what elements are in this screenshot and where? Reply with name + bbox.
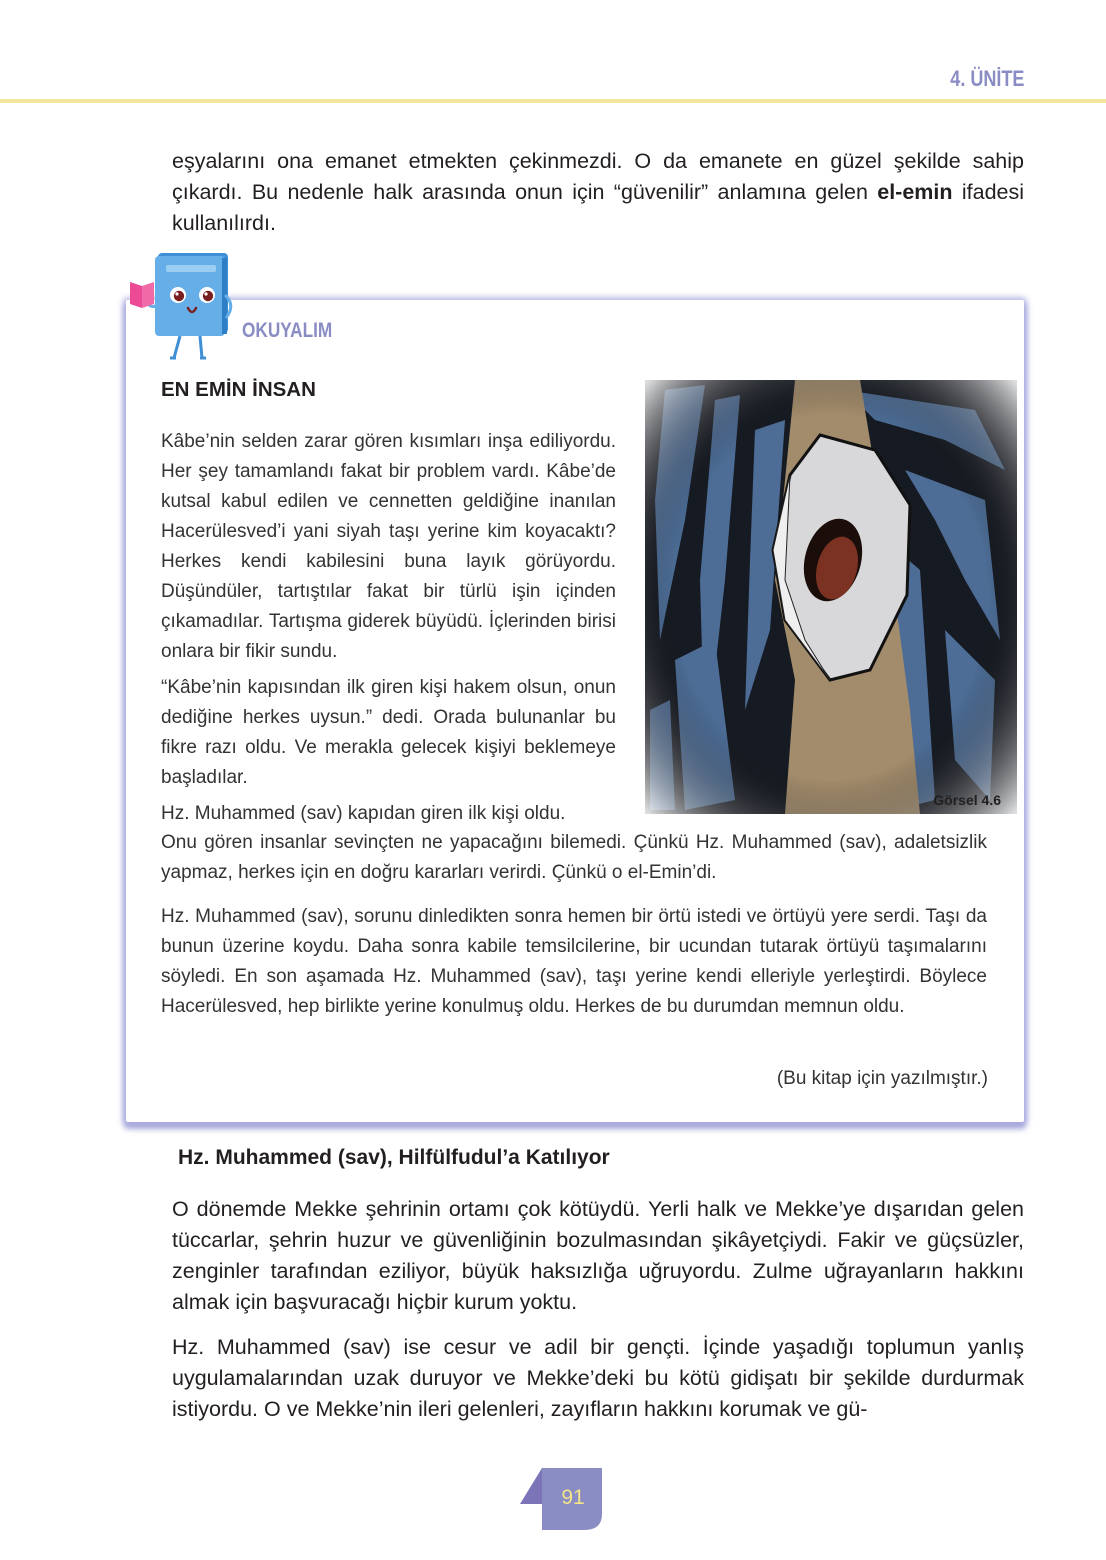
section-body: [172, 1194, 1024, 1439]
unit-label: 4. ÜNİTE: [949, 66, 1024, 91]
book-mascot-icon: [128, 250, 238, 362]
intro-text-after: ifadesi kullanılırdı.: [172, 180, 1025, 235]
story-column-text: [161, 427, 616, 835]
page-number: 91: [561, 1486, 585, 1509]
story-paragraph: Kâbe’nin selden zarar gören kısımları inşa ediliyordu. Her şey tamamlandı fakat bir problem vardı. Kâbe’de kutsal kabul edilen ve cennetten geldiğine inanılan Hacerülesved’i yani siyah taşı yerine kim koyacaktı? Herkes kendi kabilesini buna layık görüyordu. Düşündüler, tartıştılar fakat bir türlü işin içinden çıkamadılar. Tartışma giderek büyüdü. İçlerinden birisi onlara bir fikir sundu.: [161, 431, 616, 662]
section-heading: Hz. Muhammed (sav), Hilfülfudul’a Katılıyor: [178, 1146, 610, 1169]
story-source-note: (Bu kitap için yazılmıştır.): [776, 1068, 988, 1089]
story-title: EN EMİN İNSAN: [161, 378, 316, 401]
body-paragraph: Hz. Muhammed (sav) ise cesur ve adil bir gençti. İçinde yaşadığı toplumun yanlış uygulamalarından uzak duruyor ve Mekke’deki bu kötü gidişatı bir şekilde durdurmak istiyordu. O ve Mekke’nin ileri gelenleri, zayıfların hakkını korumak ve gü-: [172, 1335, 1024, 1421]
intro-paragraph: [172, 146, 1024, 239]
header-rule: [0, 99, 1106, 103]
story-paragraph: Onu gören insanlar sevinçten ne yapacağını bilemedi. Çünkü Hz. Muhammed (sav), adaletsizlik yapmaz, herkes için en doğru kararları verirdi. Çünkü o el-Emin’di.: [161, 832, 987, 883]
story-paragraph: “Kâbe’nin kapısından ilk giren kişi hakem olsun, onun dediğine herkes uysun.” dedi. Orada bulunanlar bu fikre razı oldu. Ve merakla gelecek kişiyi beklemeye başladılar.: [161, 677, 616, 788]
story-paragraph: Hz. Muhammed (sav), sorunu dinledikten sonra hemen bir örtü istedi ve örtüyü yere serdi. Taşı da bunun üzerine koydu. Daha sonra kabile temsilcilerine, bir ucundan tutarak örtüyü taşımalarını söyledi. En son aşamada Hz. Muhammed (sav), taşı yerine kendi elleriyle yerleştirdi. Böylece Hacerülesved, hep birlikte yerine konulmuş oldu. Herkes de bu durumdan memnun oldu.: [161, 906, 987, 1017]
story-paragraph: Hz. Muhammed (sav) kapıdan giren ilk kişi oldu.: [161, 803, 566, 824]
intro-bold-term: el-emin: [877, 180, 953, 204]
body-paragraph: O dönemde Mekke şehrinin ortamı çok kötüydü. Yerli halk ve Mekke’ye dışarıdan gelen tüccarlar, şehrin huzur ve güvenliğinin bozulmasından şikâyetçiydi. Fakir ve güçsüzler, zenginler tarafından eziliyor, büyük haksızlığa uğruyordu. Zulme uğrayanların hakkını almak için başvuracağı hiçbir kurum yoktu.: [172, 1197, 1024, 1314]
reading-box-tag: OKUYALIM: [242, 319, 333, 342]
figure-caption: Görsel 4.6: [933, 792, 1001, 808]
figure-black-stone: [645, 380, 1017, 814]
story-wide-text: [161, 828, 987, 1036]
intro-text-before: eşyalarını ona emanet etmekten çekinmezdi. O da emanete en güzel şekilde sahip çıkardı. Bu nedenle halk arasında onun için “güvenilir” anlamına gelen: [172, 149, 1024, 204]
